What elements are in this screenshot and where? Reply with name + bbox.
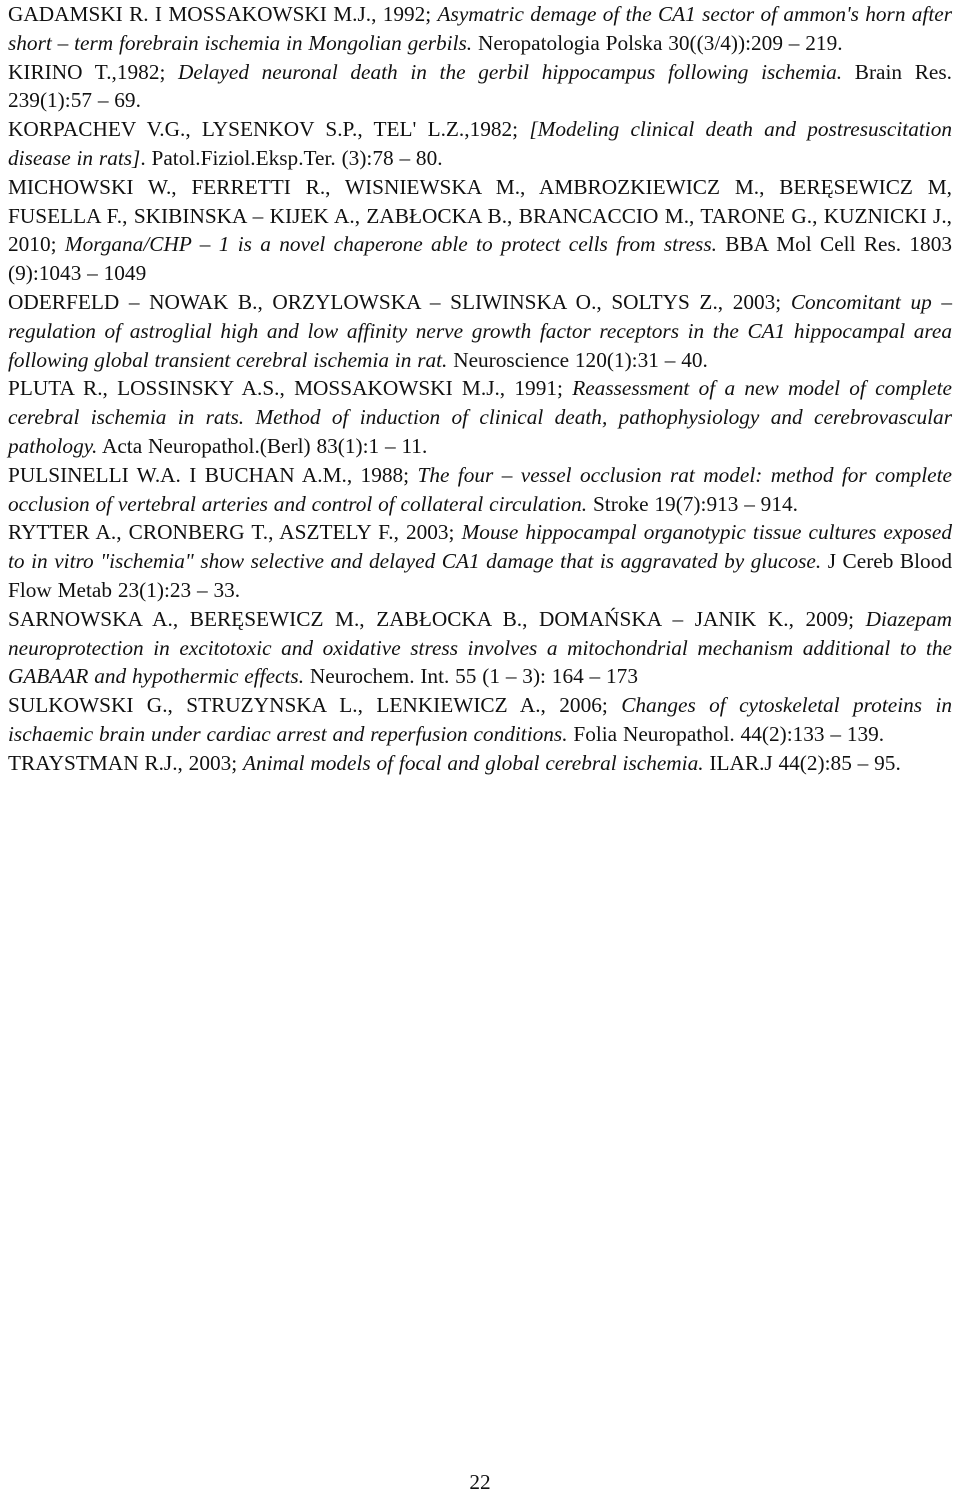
reference-title: Morgana/CHP – 1 is a novel chaperone able to protect cells from stress. bbox=[64, 232, 717, 257]
reference-list bbox=[8, 0, 952, 778]
reference-title: Asymatric demage of the CA1 sector of ammon's horn after short – term forebrain ischemia in Mongolian gerbils. bbox=[8, 2, 953, 55]
reference-authors: TRAYSTMAN R.J., 2003; bbox=[8, 750, 244, 775]
reference-source: Acta Neuropathol.(Berl) 83(1):1 – 11. bbox=[97, 433, 428, 458]
reference-title: The four – vessel occlusion rat model: method for complete occlusion of vertebral arteries and control of collateral circulation. bbox=[8, 462, 952, 516]
reference-entry bbox=[8, 461, 952, 519]
reference-entry bbox=[8, 58, 952, 116]
reference-title: Animal models of focal and global cerebral ischemia. bbox=[243, 750, 704, 775]
reference-authors: RYTTER A., CRONBERG T., ASZTELY F., 2003; bbox=[8, 520, 462, 545]
reference-title: [Modeling clinical death and postresuscitation disease in rats] bbox=[8, 117, 952, 170]
reference-authors: MICHOWSKI W., FERRETTI R., WISNIEWSKA M., AMBROZKIEWICZ M., BERĘSEWICZ M, FUSELLA F., SKIBINSKA – KIJEK A., ZABŁOCKA B., BRANCACCIO M., TARONE G., KUZNICKI J., 2010; bbox=[8, 174, 952, 257]
reference-source: BBA Mol Cell Res. 1803 (9):1043 – 1049 bbox=[8, 232, 953, 286]
reference-authors: ODERFELD – NOWAK B., ORZYLOWSKA – SLIWINSKA O., SOLTYS Z., 2003; bbox=[8, 289, 791, 314]
reference-source: . Patol.Fiziol.Eksp.Ter. (3):78 – 80. bbox=[140, 145, 443, 170]
page-number: 22 bbox=[469, 1470, 491, 1494]
reference-entry bbox=[8, 518, 952, 604]
reference-title: Delayed neuronal death in the gerbil hippocampus following ischemia. bbox=[178, 59, 843, 84]
reference-entry bbox=[8, 605, 952, 691]
reference-source: Neuroscience 120(1):31 – 40. bbox=[447, 347, 708, 372]
reference-title: Diazepam neuroprotection in excitotoxic and oxidative stress involves a mitochondrial mechanism additional to the GABAAR and hypothermic effects. bbox=[8, 606, 952, 689]
reference-title: Changes of cytoskeletal proteins in ischaemic brain under cardiac arrest and reperfusion conditions. bbox=[8, 693, 953, 746]
reference-source: Neurochem. Int. 55 (1 – 3): 164 – 173 bbox=[304, 664, 638, 689]
reference-authors: SULKOWSKI G., STRUZYNSKA L., LENKIEWICZ A., 2006; bbox=[8, 693, 622, 718]
reference-authors: PLUTA R., LOSSINSKY A.S., MOSSAKOWSKI M.J., 1991; bbox=[8, 376, 573, 401]
reference-entry bbox=[8, 374, 952, 460]
reference-entry bbox=[8, 173, 952, 288]
reference-title: Mouse hippocampal organotypic tissue cultures exposed to in vitro "ischemia" show selective and delayed CA1 damage that is aggravated by glucose. bbox=[8, 520, 952, 574]
reference-entry bbox=[8, 115, 952, 173]
reference-source: Folia Neuropathol. 44(2):133 – 139. bbox=[567, 721, 885, 746]
reference-authors: KORPACHEV V.G., LYSENKOV S.P., TEL' L.Z.,1982; bbox=[8, 117, 530, 142]
reference-source: J Cereb Blood Flow Metab 23(1):23 – 33. bbox=[8, 549, 952, 602]
reference-title: Concomitant up – regulation of astroglial high and low affinity nerve growth factor receptors in the CA1 hippocampal area following global transient cerebral ischemia in rat. bbox=[8, 289, 952, 372]
reference-entry bbox=[8, 691, 952, 749]
reference-title: Reassessment of a new model of complete cerebral ischemia in rats. Method of induction of clinical death, pathophysiology and cerebrovascular pathology. bbox=[8, 376, 952, 458]
reference-authors: GADAMSKI R. I MOSSAKOWSKI M.J., 1992; bbox=[8, 2, 438, 26]
reference-authors: PULSINELLI W.A. I BUCHAN A.M., 1988; bbox=[8, 462, 418, 487]
reference-entry bbox=[8, 749, 952, 778]
reference-authors: KIRINO T.,1982; bbox=[8, 59, 179, 84]
reference-source: ILAR.J 44(2):85 – 95. bbox=[703, 750, 901, 775]
reference-authors: SARNOWSKA A., BERĘSEWICZ M., ZABŁOCKA B., DOMAŃSKA – JANIK K., 2009; bbox=[8, 606, 866, 631]
reference-entry bbox=[8, 0, 952, 58]
reference-entry bbox=[8, 288, 952, 374]
reference-source: Stroke 19(7):913 – 914. bbox=[587, 491, 798, 516]
reference-source: Brain Res. 239(1):57 – 69. bbox=[8, 59, 952, 113]
reference-source: Neropatologia Polska 30((3/4)):209 – 219. bbox=[472, 30, 843, 55]
